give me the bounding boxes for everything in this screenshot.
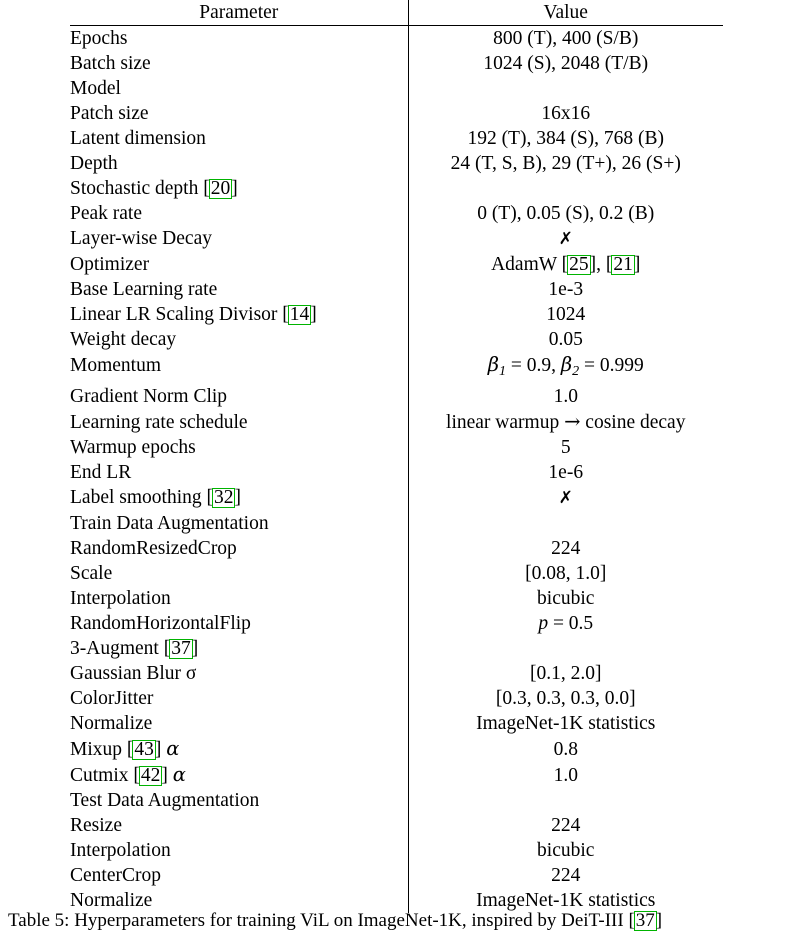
value-cell [408,561,723,586]
value-label: 1.0 [553,764,578,786]
value-cell [408,302,723,327]
parameter-label: Batch size [70,53,151,74]
table-row [70,352,723,384]
table-row [70,302,723,327]
citation-number: 37 [171,637,191,659]
parameter-cell [70,762,408,788]
value-cell [408,536,723,561]
table-row [70,838,723,863]
table-row [70,762,723,788]
cross-mark-icon: ✗ [558,229,573,249]
citation-number: 20 [210,178,231,199]
value-label: ImageNet-1K statistics [476,712,656,734]
table-row [70,611,723,636]
value-label: [0.1, 2.0] [530,662,602,684]
value-cell [408,384,723,409]
value-cell [408,352,723,384]
parameter-label: Normalize [70,889,153,911]
citation[interactable]: [14] [282,304,317,325]
parameter-cell [70,302,408,327]
probability-formula: p [538,612,549,634]
citation-number: 32 [213,486,234,508]
value-label: 1024 (S), 2048 (T/B) [483,53,649,74]
value-cell [408,762,723,788]
parameter-label: Epochs [70,28,128,49]
parameter-cell [70,686,408,711]
table-row [70,686,723,711]
table-row [70,26,723,52]
value-label: 1e-3 [548,279,584,300]
table-row [70,661,723,686]
parameter-label: Scale [70,562,113,584]
parameter-cell [70,201,408,226]
value-cell [408,460,723,485]
parameter-label: Normalize [70,712,153,734]
value-cell [408,788,723,813]
citation-number: 14 [289,304,310,325]
parameter-label: Stochastic depth [70,178,199,199]
value-cell [408,636,723,661]
parameter-cell [70,536,408,561]
column-header-value: Value [408,0,723,26]
citation-number: 21 [613,254,633,275]
value-label: 16x16 [541,103,591,124]
value-cell: AdamW [25], [21] [491,254,641,275]
parameter-label: Train Data Augmentation [70,512,269,534]
value-label: [0.08, 1.0] [525,562,607,584]
value-label: 24 (T, S, B), 29 (T+), 26 (S+) [450,153,681,174]
caption-citation[interactable]: [37] [628,910,663,931]
value-cell [408,277,723,302]
parameter-cell [70,409,408,435]
value-cell [408,813,723,838]
value-label: AdamW [491,254,557,275]
parameter-cell [70,435,408,460]
table-row [70,485,723,511]
citation[interactable]: [25] [561,254,597,275]
parameter-cell [70,460,408,485]
parameter-cell [70,352,408,384]
value-cell [408,76,723,101]
table-row [70,435,723,460]
parameter-label: Patch size [70,103,149,124]
value-label: [0.3, 0.3, 0.3, 0.0] [495,687,636,709]
value-cell [408,126,723,151]
value-cell [408,686,723,711]
table-body [70,26,723,913]
caption-label: Table 5: [8,910,70,931]
table-row [70,51,723,76]
parameter-cell [70,838,408,863]
table-row [70,586,723,611]
parameter-cell [70,611,408,636]
hyperparameter-table-wrapper [70,0,723,913]
parameter-cell [70,511,408,536]
parameter-label: Learning rate schedule [70,411,248,433]
value-label: ImageNet-1K statistics [476,889,656,911]
parameter-cell [70,226,408,252]
caption-text: Hyperparameters for training ViL on ImageNet-1K, inspired by DeiT-III [69,910,629,931]
value-cell [408,661,723,686]
table-row [70,226,723,252]
parameter-cell [70,661,408,686]
parameter-cell [70,26,408,52]
parameter-cell [70,101,408,126]
citation-number: 25 [569,254,589,275]
value-cell [408,711,723,736]
citation[interactable]: [43] [126,738,162,760]
parameter-label: Mixup [70,738,123,760]
parameter-cell [70,711,408,736]
caption-citation-number: 37 [635,910,655,931]
table-row [70,711,723,736]
value-label: 1e-6 [548,461,584,483]
parameter-label: Optimizer [70,254,150,275]
parameter-label: Cutmix [70,764,129,786]
value-label: linear warmup → cosine decay [446,409,686,433]
table-row [70,201,723,226]
citation[interactable]: [21] [605,254,641,275]
table-row [70,863,723,888]
value-cell [408,201,723,226]
table-row [70,511,723,536]
table-row [70,788,723,813]
table-row [70,252,723,277]
value-cell [408,485,723,511]
table-row [70,151,723,176]
value-label: 800 (T), 400 (S/B) [493,28,639,49]
column-header-parameter: Parameter [70,0,408,26]
parameter-label: CenterCrop [70,864,161,886]
table-row [70,126,723,151]
citation[interactable]: [37] [163,637,199,659]
table-row [70,536,723,561]
parameter-cell [70,788,408,813]
parameter-label: Peak rate [70,203,143,224]
value-label: bicubic [537,587,595,609]
value-cell [408,51,723,76]
value-cell [408,863,723,888]
table-row [70,176,723,201]
value-cell [408,226,723,252]
parameter-cell [70,586,408,611]
value-cell [408,736,723,762]
value-label: bicubic [537,839,595,861]
parameter-cell [70,176,408,201]
parameter-label: ColorJitter [70,687,154,709]
value-cell [408,611,723,636]
momentum-formula: $\beta_1 = 0.9$, $\beta_2 = 0.999$ [487,353,644,379]
value-label: 0 (T), 0.05 (S), 0.2 (B) [477,203,655,224]
parameter-label: Base Learning rate [70,279,218,300]
parameter-label: Depth [70,153,118,174]
table-header-row [70,0,723,26]
parameter-label: Interpolation [70,587,171,609]
table-row [70,736,723,762]
value-cell [408,176,723,201]
parameter-cell [70,485,408,511]
parameter-label: Warmup epochs [70,436,196,458]
value-cell [408,26,723,52]
parameter-cell [70,76,408,101]
parameter-cell [70,126,408,151]
parameter-label: 3-Augment [70,637,159,659]
table-row [70,636,723,661]
parameter-cell [70,252,408,277]
value-label: 1024 [546,304,586,325]
value-cell [408,409,723,435]
parameter-label: Linear LR Scaling Divisor [70,304,278,325]
parameter-cell [70,327,408,352]
value-label: 1.0 [553,385,578,407]
value-cell [408,327,723,352]
probability-value: = 0.5 [548,612,594,634]
parameter-cell [70,384,408,409]
parameter-cell [70,736,408,762]
parameter-label: End LR [70,461,132,483]
parameter-label: Resize [70,814,122,836]
parameter-label: Latent dimension [70,128,206,149]
greek-symbol: α [166,736,180,760]
parameter-cell [70,561,408,586]
parameter-cell [70,151,408,176]
value-cell [408,838,723,863]
value-cell [408,435,723,460]
parameter-label: Model [70,78,121,99]
citation[interactable]: [42] [133,764,168,786]
value-label: 224 [551,537,581,559]
citation[interactable]: [32] [206,486,241,508]
value-cell [408,586,723,611]
parameter-label: Interpolation [70,839,171,861]
citation[interactable]: [20] [203,178,238,199]
table-row [70,409,723,435]
citation-number: 43 [134,738,154,760]
value-label: 192 (T), 384 (S), 768 (B) [467,128,665,149]
hyperparameter-table [70,0,723,913]
value-cell [408,511,723,536]
parameter-cell [70,636,408,661]
value-label: 5 [560,436,571,458]
parameter-cell [70,51,408,76]
parameter-label: Gaussian Blur σ [70,662,197,684]
value-label: 0.05 [548,329,583,350]
parameter-cell [70,863,408,888]
parameter-cell [70,813,408,838]
parameter-label: Test Data Augmentation [70,789,260,811]
table-row [70,277,723,302]
parameter-label: Label smoothing [70,486,202,508]
cross-mark-icon: ✗ [558,487,573,508]
parameter-label: Layer-wise Decay [70,228,212,249]
table-row [70,460,723,485]
table-row [70,384,723,409]
parameter-label: Gradient Norm Clip [70,385,228,407]
parameter-label: RandomResizedCrop [70,537,237,559]
table-row [70,327,723,352]
table-caption [8,908,787,934]
value-label: 0.8 [553,738,578,760]
greek-symbol: α [172,762,186,786]
parameter-label: Momentum [70,355,161,376]
value-label: 224 [551,864,581,886]
parameter-cell [70,277,408,302]
parameter-label: RandomHorizontalFlip [70,612,251,634]
table-row [70,101,723,126]
table-row [70,813,723,838]
value-cell [408,101,723,126]
parameter-label: Weight decay [70,329,177,350]
citation-number: 42 [140,764,161,786]
table-row [70,561,723,586]
value-label: 224 [551,814,581,836]
table-row [70,76,723,101]
value-cell [408,151,723,176]
